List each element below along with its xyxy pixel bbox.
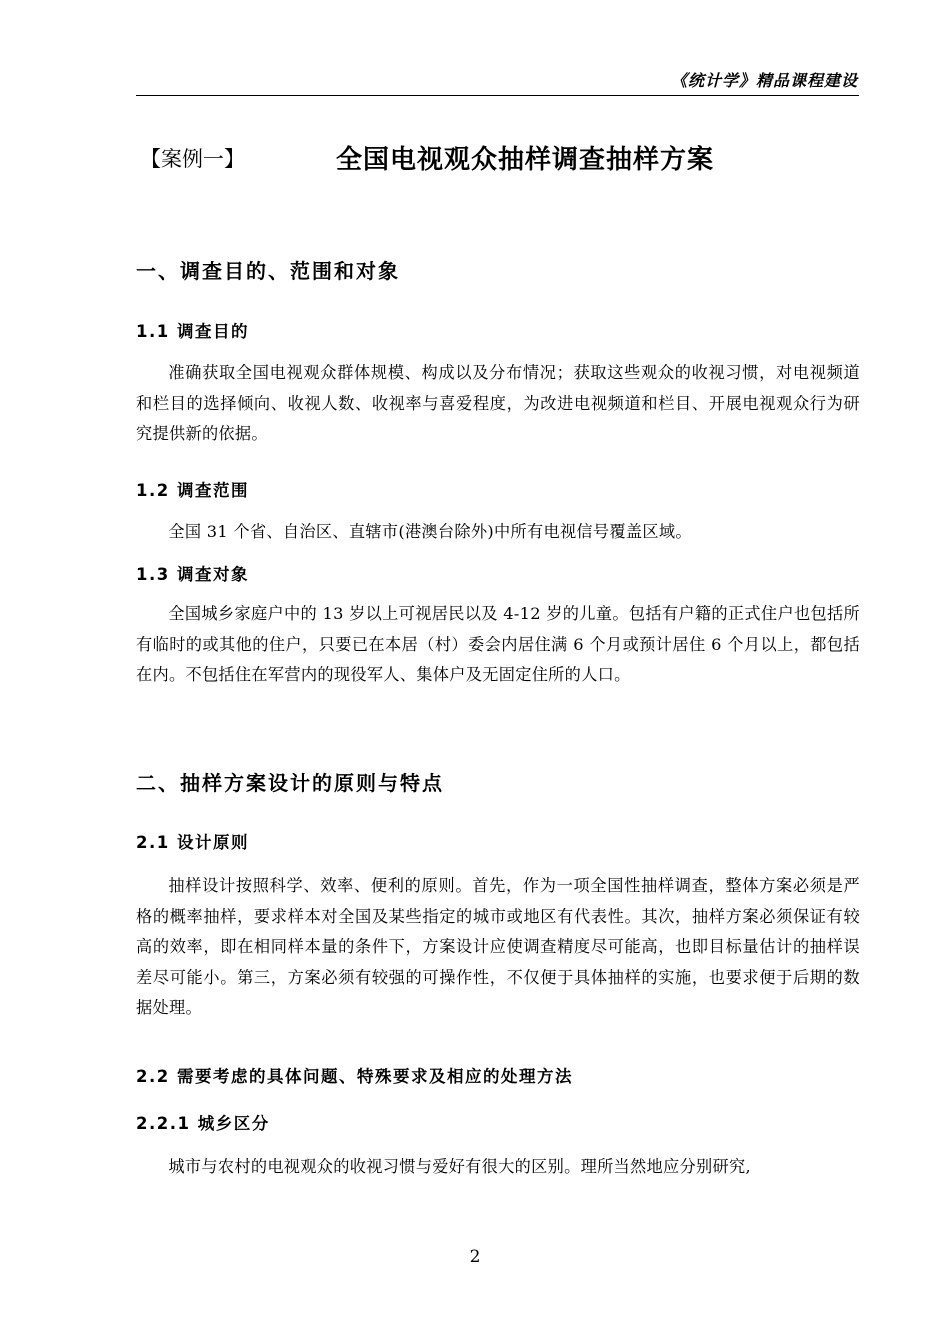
section-1-2-heading: 1.2 调查范围	[136, 481, 249, 500]
section-1-1-heading: 1.1 调查目的	[136, 322, 249, 341]
section-1-heading: 一、调查目的、范围和对象	[136, 259, 400, 283]
section-2-2-1-heading: 2.2.1 城乡区分	[136, 1114, 270, 1133]
header-rule	[136, 95, 859, 96]
section-1-3-heading: 1.3 调查对象	[136, 565, 249, 584]
section-2-1-heading: 2.1 设计原则	[136, 833, 249, 852]
section-1-2-paragraph: 全国 31 个省、自治区、直辖市(港澳台除外)中所有电视信号覆盖区域。	[168, 522, 692, 541]
section-2-2-heading: 2.2 需要考虑的具体问题、特殊要求及相应的处理方法	[136, 1067, 573, 1086]
document-title: 全国电视观众抽样调查抽样方案	[336, 145, 715, 175]
section-1-3-paragraph: 全国城乡家庭户中的 13 岁以上可视居民以及 4-12 岁的儿童。包括有户籍的正式住户也包括所有临时的或其他的住户，只要已在本居（村）委会内居住满 6 个月或预计居住 6 个月以上，都包括在内。不包括住在军营内的现役军人、集体户及无固定住所的人口。	[136, 604, 860, 684]
section-1-1-paragraph: 准确获取全国电视观众群体规模、构成以及分布情况；获取这些观众的收视习惯，对电视频道和栏目的选择倾向、收视人数、收视率与喜爱程度，为改进电视频道和栏目、开展电视观众行为研究提供新的依据。	[136, 363, 860, 443]
case-tag: 【案例一】	[140, 147, 245, 171]
section-2-heading: 二、抽样方案设计的原则与特点	[136, 771, 444, 795]
section-2-2-1-paragraph: 城市与农村的电视观众的收视习惯与爱好有很大的区别。理所当然地应分别研究,	[168, 1157, 751, 1176]
page-number: 2	[469, 1247, 481, 1267]
section-2-1-paragraph: 抽样设计按照科学、效率、便利的原则。首先，作为一项全国性抽样调查，整体方案必须是严格的概率抽样，要求样本对全国及某些指定的城市或地区有代表性。其次，抽样方案必须保证有较高的效率，即在相同样本量的条件下，方案设计应使调查精度尽可能高，也即目标量估计的抽样误差尽可能小。第三，方案必须有较强的可操作性，不仅便于具体抽样的实施，也要求便于后期的数据处理。	[136, 876, 860, 1017]
running-header: 《统计学》精品课程建设	[670, 71, 858, 90]
